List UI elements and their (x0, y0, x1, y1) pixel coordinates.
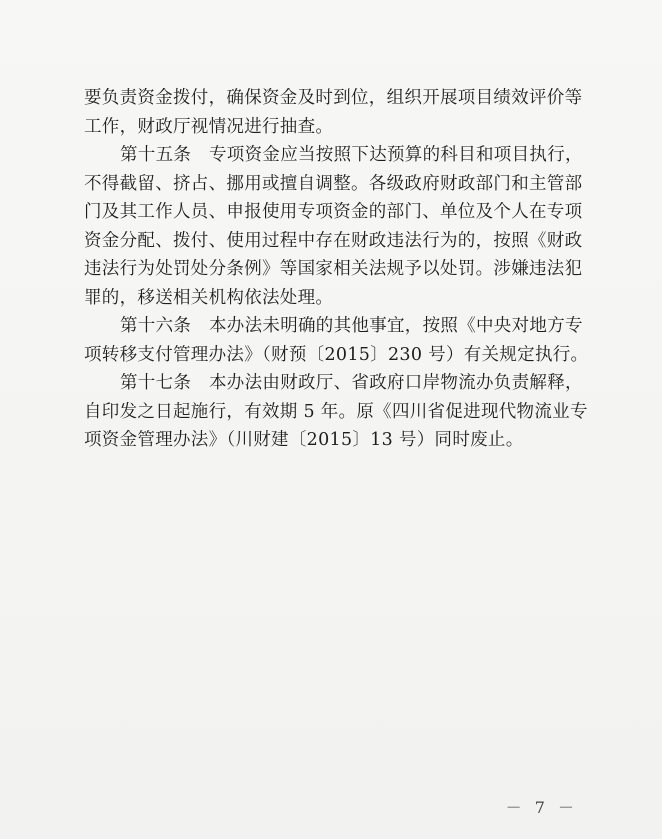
body-line: 门及其工作人员、申报使用专项资金的部门、单位及个人在专项 (84, 202, 583, 222)
article-16-heading-line: 第十六条 本办法未明确的其他事宜，按照《中央对地方专 (120, 316, 583, 336)
body-line: 罪的，移送相关机构依法处理。 (84, 287, 334, 308)
body-line: 不得截留、挤占、挪用或擅自调整。各级政府财政部门和主管部 (84, 173, 583, 194)
body-line: 工作，财政厅视情况进行抽查。 (84, 116, 334, 137)
article-15-heading-line: 第十五条 专项资金应当按照下达预算的科目和项目执行， (120, 145, 583, 165)
article-17-heading-line: 第十七条 本办法由财政厅、省政府口岸物流办负责解释， (120, 373, 583, 393)
document-body (84, 84, 589, 455)
body-line: 违法行为处罚处分条例》等国家相关法规予以处罚。涉嫌违法犯 (84, 259, 583, 279)
body-line: 项转移支付管理办法》（财预〔2015〕230 号）有关规定执行。 (84, 344, 589, 365)
body-line: 项资金管理办法》（川财建〔2015〕13 号）同时废止。 (84, 430, 524, 450)
body-line: 自印发之日起施行，有效期 5 年。原《四川省促进现代物流业专 (84, 401, 588, 422)
body-line: 资金分配、拨付、使用过程中存在财政违法行为的，按照《财政 (84, 230, 583, 251)
page-number: － 7 － (505, 798, 578, 817)
body-line: 要负责资金拨付，确保资金及时到位，组织开展项目绩效评价等 (84, 88, 583, 108)
